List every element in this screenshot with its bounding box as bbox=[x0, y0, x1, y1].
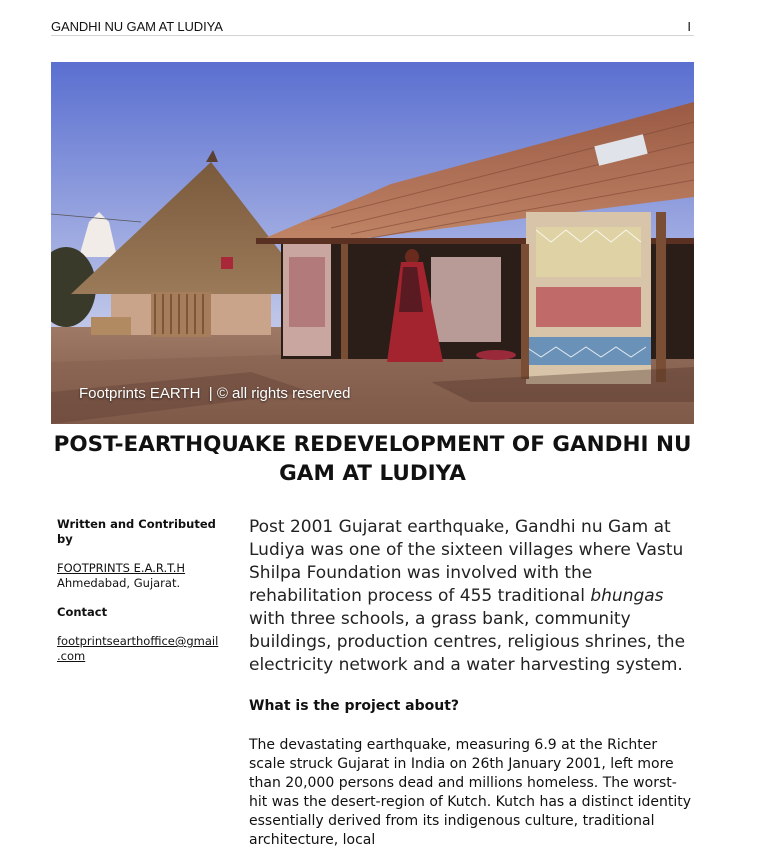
hero-photo bbox=[51, 62, 694, 424]
intro-text-start: Post 2001 Gujarat earthquake, Gandhi nu Gam at Ludiya was one of the sixteen villages where Vastu Shilpa Foundation was involved with the rehabilitation process of 455 traditional bbox=[249, 517, 684, 606]
article-title: POST-EARTHQUAKE REDEVELOPMENT OF GANDHI NU GAM AT LUDIYA bbox=[53, 432, 692, 486]
contributor-location: Ahmedabad, Gujarat. bbox=[57, 576, 181, 590]
email-line-1: footprintsearthoffice@gmail bbox=[57, 634, 219, 648]
village-scene-illustration bbox=[51, 62, 694, 424]
contributor-link[interactable]: FOOTPRINTS E.A.R.T.H bbox=[57, 561, 186, 575]
intro-text-end: with three schools, a grass bank, community buildings, production centres, religious shrines, the electricity network and a water harvesting system. bbox=[249, 609, 686, 675]
section-heading: What is the project about? bbox=[249, 698, 460, 714]
email-line-2: .com bbox=[57, 649, 86, 663]
contact-email-link[interactable] bbox=[57, 634, 217, 664]
header-title: GANDHI NU GAM AT LUDIYA bbox=[51, 19, 223, 34]
intro-emphasis: bhungas bbox=[590, 586, 664, 606]
page-header bbox=[51, 18, 694, 36]
body-paragraph: The devastating earthquake, measuring 6.9 at the Richter scale struck Gujarat in India on 26th January 2001, left more than 20,000 persons dead and millions homeless. The worst-hit was the desert-region of Kutch. Kutch has a distinct identity essentially derived from its indigenous culture, traditional architecture, local bbox=[249, 737, 692, 848]
written-by-label: Written and Contributed by bbox=[57, 517, 216, 546]
contributor-sidebar bbox=[57, 517, 217, 664]
contact-label: Contact bbox=[57, 605, 108, 619]
photo-credit: Footprints EARTH | © all rights reserved bbox=[79, 385, 351, 402]
page-marker: I bbox=[687, 19, 691, 34]
intro-paragraph bbox=[249, 516, 694, 677]
